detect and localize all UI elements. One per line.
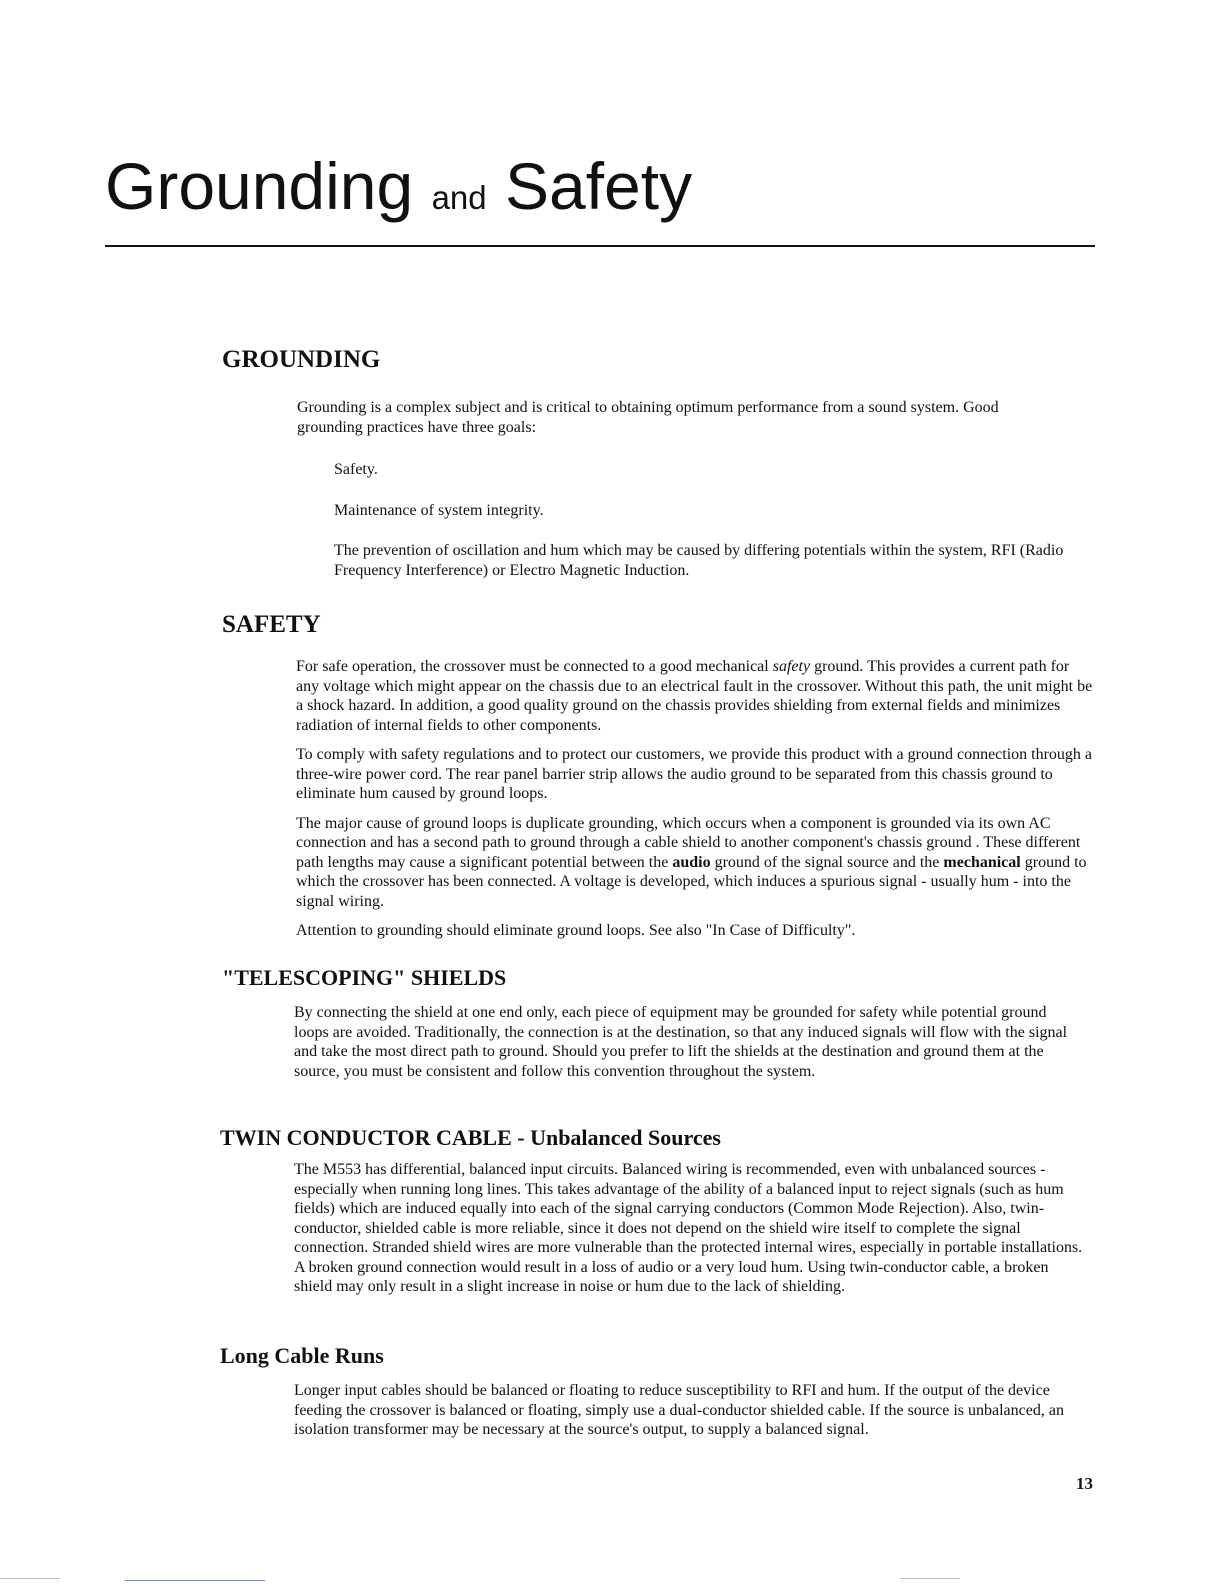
twin-heading: TWIN CONDUCTOR CABLE - Unbalanced Sources (220, 1125, 721, 1150)
grounding-heading: GROUNDING (222, 346, 381, 373)
safety-p1-text-b: ground. This provides a current path for any voltage which might appear on the chassis due to an electrical fault in the crossover. Without this path, the unit might be a shock hazard. In addition, a good quality ground on the chassis provides shielding from external fields and minimizes radiation of internal fields to other components. (296, 658, 1093, 734)
safety-emphasis: safety (772, 658, 811, 675)
safety-p1-text-a: For safe operation, the crossover must be connected to a good mechanical (296, 658, 773, 675)
title-word-and: and (431, 179, 487, 216)
safety-paragraph-4: Attention to grounding should eliminate ground loops. See also "In Case of Difficulty". (296, 922, 856, 939)
chapter-title (105, 146, 692, 238)
safety-paragraph-1 (296, 657, 1096, 735)
longcable-paragraph: Longer input cables should be balanced or floating to reduce susceptibility to RFI and hum. If the output of the device feeding the crossover is balanced or floating, simply use a dual-conductor shielded cable. If the source is unbalanced, an isolation transformer may be necessary at the source's output, to supply a balanced signal. (294, 1382, 1064, 1438)
safety-p3-text-c: ground of the signal source and the (710, 853, 944, 871)
scan-artifact (0, 1578, 60, 1579)
goal-item: The prevention of oscillation and hum which may be caused by differing potentials within the system, RFI (Radio Frequency Interference) or Electro Magnetic Induction. (334, 542, 1064, 579)
safety-heading: SAFETY (222, 611, 321, 638)
title-word-safety: Safety (504, 149, 693, 223)
longcable-heading: Long Cable Runs (220, 1343, 384, 1368)
grounding-intro: Grounding is a complex subject and is critical to obtaining optimum performance from a sound system. Good grounding practices have three goals: (297, 399, 999, 436)
safety-p3-text-e: ground to which the crossover has been connected. A voltage is developed, which induces a spurious signal - usually hum - into the signal wiring. (296, 853, 1087, 910)
safety-body (296, 657, 1096, 951)
title-word-grounding: Grounding (105, 149, 414, 223)
twin-paragraph: The M553 has differential, balanced input circuits. Balanced wiring is recommended, even with unbalanced sources - especially when running long lines. This takes advantage of the ability of a balanced input to reject signals (such as hum fields) which are induced equally into each of the signal carrying conductors (Common Mode Rejection). Also, twin-conductor, shielded cable is more reliable, since it does not depend on the shield wire itself to complete the signal connection. Stranded shield wires are more vulnerable than the protected internal wires, especially in portable installations. A broken ground connection would result in a loss of audio or a very loud hum. Using twin-conductor cable, a broken shield may only result in a slight increase in noise or hum due to the lack of shielding. (294, 1161, 1083, 1295)
telescoping-paragraph: By connecting the shield at one end only, each piece of equipment may be grounded for safety while potential ground loops are avoided. Traditionally, the connection is at the destination, so that any induced signals will flow with the signal and take the most direct path to ground. Should you prefer to lift the shields at the destination and ground them at the source, you must be consistent and follow this convention throughout the system. (294, 1004, 1068, 1080)
longcable-body (294, 1381, 1089, 1450)
goal-item: Maintenance of system integrity. (334, 501, 544, 519)
telescoping-body (294, 1003, 1084, 1091)
scan-artifact (900, 1578, 960, 1579)
title-divider (105, 245, 1095, 247)
goal-item: Safety. (334, 461, 378, 478)
safety-paragraph-3 (296, 814, 1096, 912)
safety-paragraph-2: To comply with safety regulations and to protect our customers, we provide this product with a ground connection through a three-wire power cord. The rear panel barrier strip allows the audio ground to be separated from this chassis ground to eliminate hum caused by ground loops. (296, 746, 1093, 802)
safety-bold-audio: audio (672, 853, 711, 871)
grounding-goals-list (297, 460, 1067, 580)
grounding-body (297, 398, 1067, 592)
twin-body (294, 1160, 1089, 1307)
safety-p3-text-a: The major cause of ground loops is duplicate grounding, which occurs when a component is grounded via its own AC connection and has a second path to ground through a cable shield to another component's chassis ground . These different path lengths may cause a significant potential between the (296, 814, 1081, 871)
telescoping-heading: "TELESCOPING" SHIELDS (222, 965, 507, 990)
scan-artifact (125, 1580, 265, 1581)
safety-bold-mechanical: mechanical (943, 853, 1021, 871)
page-number: 13 (1076, 1474, 1093, 1493)
